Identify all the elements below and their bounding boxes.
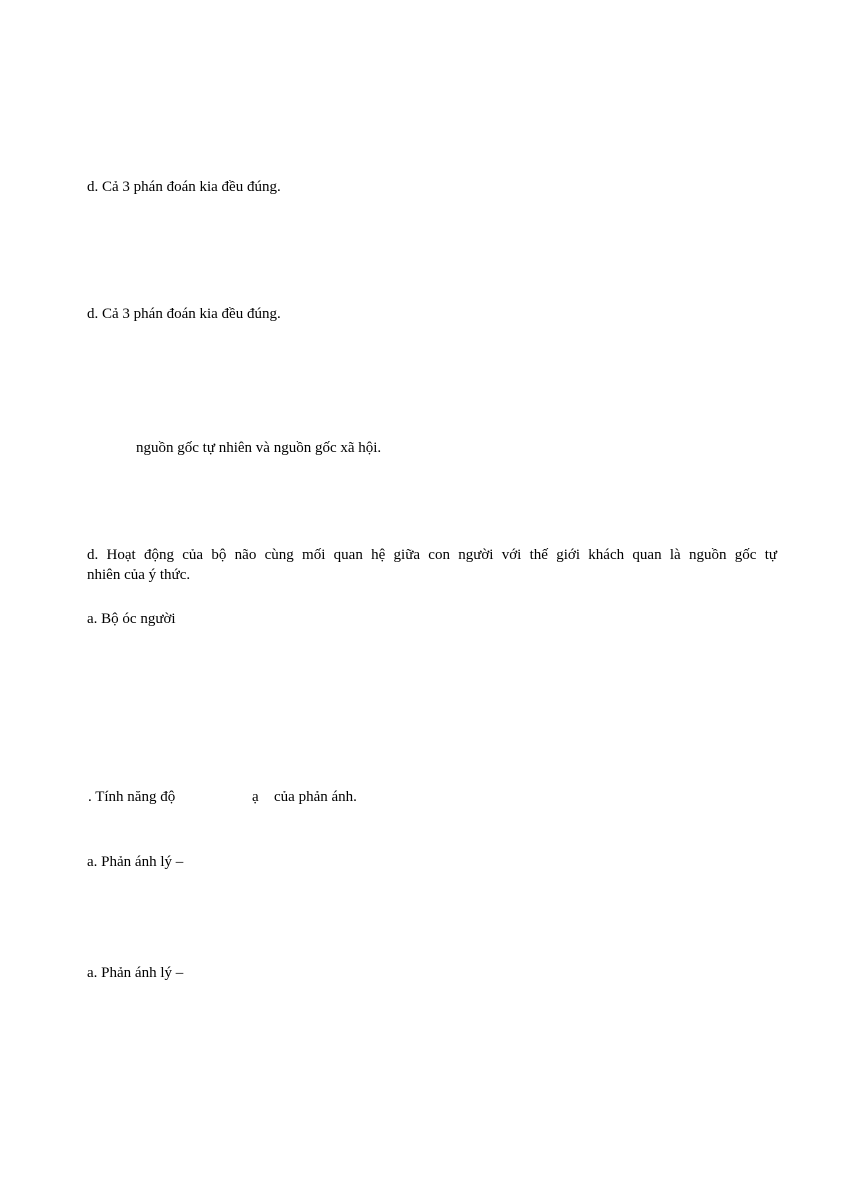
text-fragment-feature: . Tính năng độ [88, 789, 176, 805]
answer-option-d-3-line2: nhiên của ý thức. [87, 567, 191, 583]
text-fragment-natural-social-origin: nguồn gốc tự nhiên và nguồn gốc xã hội. [136, 440, 382, 456]
answer-option-a-human-brain: a. Bộ óc người [87, 611, 176, 627]
answer-option-a-reflection-2: a. Phản ánh lý – [87, 965, 184, 981]
answer-option-d-2: d. Cả 3 phán đoán kia đều đúng. [87, 306, 281, 322]
text-fragment-of-reflection: của phản ánh. [274, 789, 357, 805]
text-fragment-glyph: ạ [252, 789, 259, 805]
answer-option-d-3-line1: d. Hoạt động của bộ não cùng mối quan hệ giữa con người với thế giới khách quan là nguồn gốc tự [87, 547, 777, 563]
answer-option-a-reflection-1: a. Phản ánh lý – [87, 854, 184, 870]
answer-option-d-1: d. Cả 3 phán đoán kia đều đúng. [87, 179, 281, 195]
